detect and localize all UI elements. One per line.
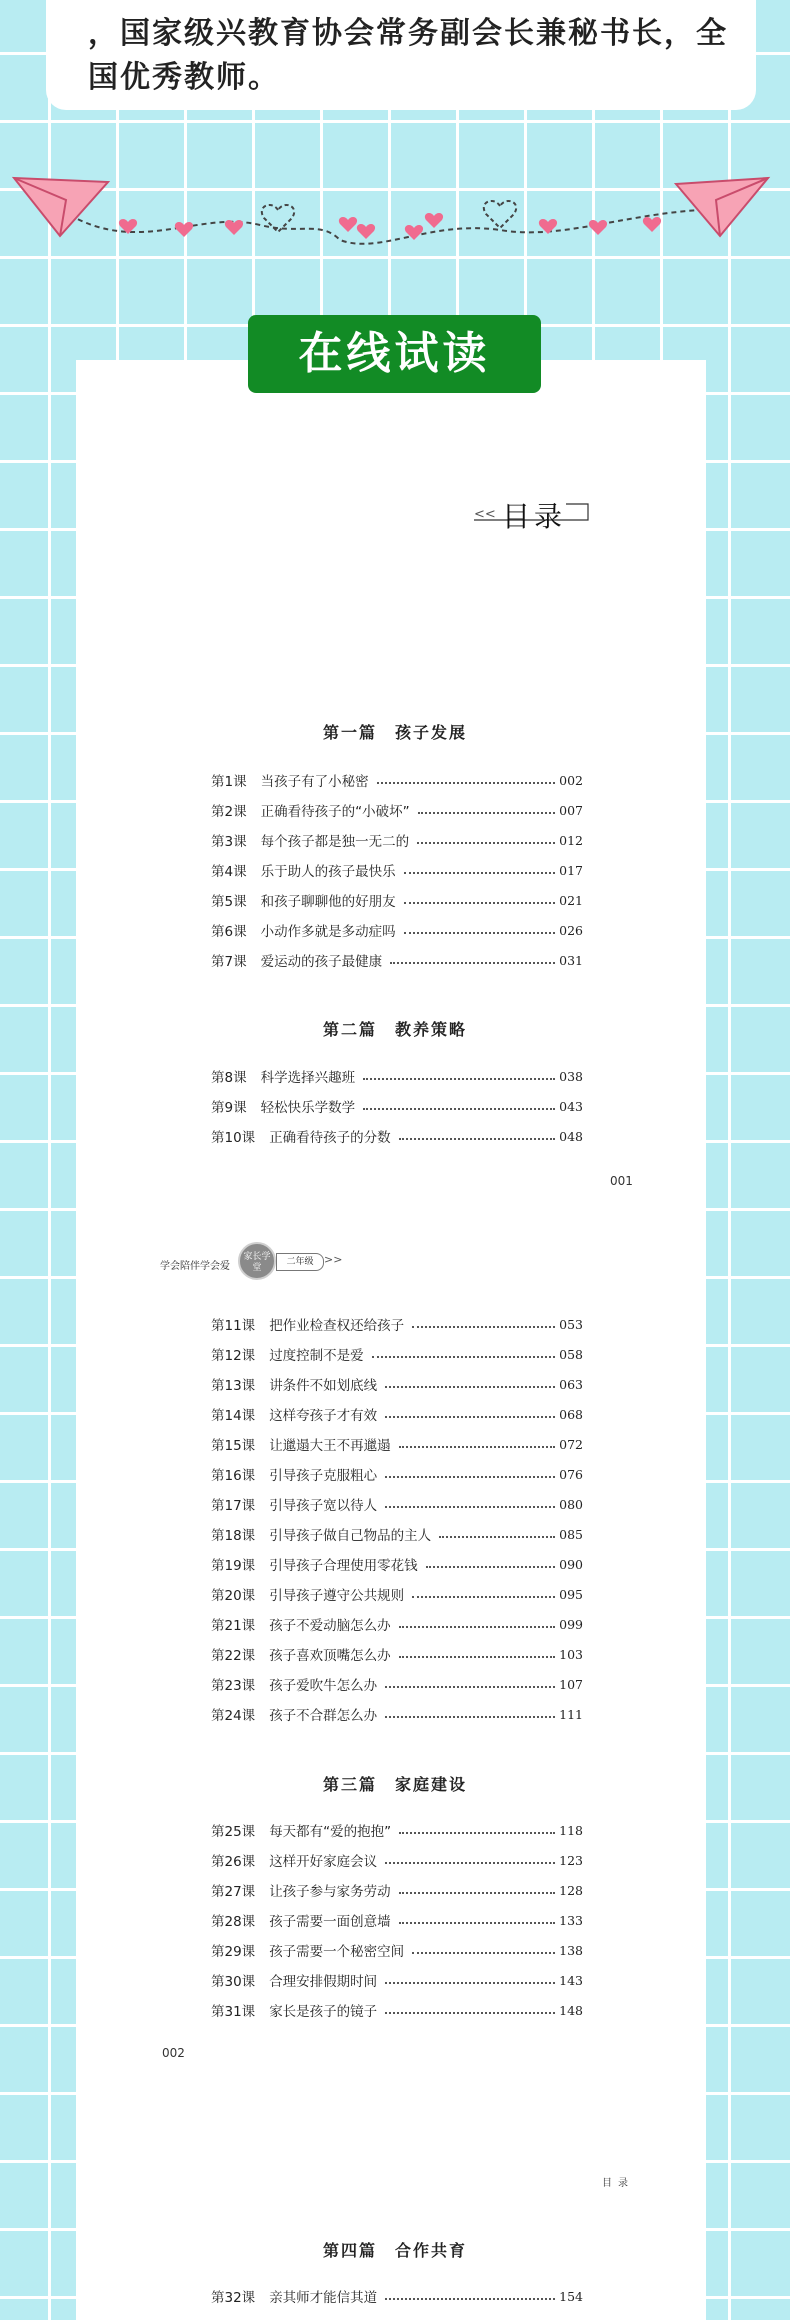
lesson-page-number: 128 (559, 1882, 583, 1898)
dot-leader (399, 1656, 555, 1658)
lesson-page-number: 107 (559, 1676, 583, 1692)
lesson-title: 过度控制不是爱 (269, 1348, 364, 1364)
lesson-page-number: 007 (559, 802, 583, 818)
lesson-page-number: 031 (559, 952, 583, 968)
toc-entry (211, 1940, 583, 1960)
lesson-page-number: 072 (559, 1436, 583, 1452)
dot-leader (412, 1596, 555, 1598)
toc-entry (211, 1344, 583, 1364)
section-title: 第四篇 合作共育 (322, 2241, 467, 2260)
dot-leader (385, 2012, 555, 2014)
dot-leader (399, 1138, 555, 1140)
lesson-page-number: 038 (559, 1068, 583, 1084)
lesson-title: 乐于助人的孩子最快乐 (260, 864, 396, 880)
dot-leader (390, 962, 555, 964)
lesson-title: 每个孩子都是独一无二的 (260, 834, 410, 850)
dot-leader (399, 1892, 555, 1894)
toc-entry (211, 1970, 583, 1990)
lesson-title: 让邋遢大王不再邋遢 (269, 1438, 391, 1454)
lesson-number: 第27课 (211, 1884, 256, 1900)
dot-leader (385, 1386, 555, 1388)
lesson-page-number: 118 (559, 1822, 583, 1838)
lesson-number: 第6课 (211, 924, 247, 940)
dot-leader (417, 842, 555, 844)
lesson-page-number: 012 (559, 832, 583, 848)
toc-entry (211, 1404, 583, 1424)
lesson-title: 引导孩子合理使用零花钱 (269, 1558, 418, 1574)
lesson-page-number: 095 (559, 1586, 583, 1602)
lesson-number: 第25课 (211, 1824, 256, 1840)
lesson-number: 第28课 (211, 1914, 256, 1930)
intro-line-1: ，国家级兴教育协会常务副会长兼秘书长，全 (88, 16, 728, 51)
lesson-page-number: 123 (559, 1852, 583, 1868)
toc-entry (211, 1880, 583, 1900)
lesson-title: 引导孩子做自己物品的主人 (269, 1528, 432, 1544)
book-page (76, 360, 706, 2320)
grade-label: 二年级 (276, 1253, 324, 1271)
lesson-page-number: 076 (559, 1466, 583, 1482)
lesson-number: 第14课 (211, 1408, 256, 1424)
dot-leader (412, 1952, 555, 1954)
toc-entry (211, 1066, 583, 1086)
lesson-page-number: 133 (559, 1912, 583, 1928)
toc-entry (211, 1314, 583, 1334)
toc-entry (211, 1644, 583, 1664)
online-reading-header: 在线试读 (248, 315, 541, 393)
page-number-002: 002 (162, 2046, 185, 2060)
lesson-number: 第29课 (211, 1944, 256, 1960)
lesson-page-number: 043 (559, 1098, 583, 1114)
lesson-page-number: 068 (559, 1406, 583, 1422)
toc-entry (211, 1910, 583, 1930)
lesson-number: 第19课 (211, 1558, 256, 1574)
lesson-title: 这样开好家庭会议 (269, 1854, 378, 1870)
lesson-title: 家长是孩子的镜子 (269, 2004, 378, 2020)
lesson-number: 第20课 (211, 1588, 256, 1604)
lesson-page-number: 099 (559, 1616, 583, 1632)
toc-entry (211, 2000, 583, 2020)
toc-entry (211, 1554, 583, 1574)
lesson-number: 第24课 (211, 1708, 256, 1724)
lesson-title: 科学选择兴趣班 (260, 1070, 356, 1086)
toc-entry (211, 1704, 583, 1724)
lesson-page-number: 026 (559, 922, 583, 938)
lesson-page-number: 085 (559, 1526, 583, 1542)
lesson-title: 引导孩子遵守公共规则 (269, 1588, 405, 1604)
toc-entry (211, 1096, 583, 1116)
lesson-number: 第3课 (211, 834, 247, 850)
lesson-page-number: 048 (559, 1128, 583, 1144)
lesson-number: 第13课 (211, 1378, 256, 1394)
paper-plane-garland (0, 170, 790, 260)
dot-leader (385, 1982, 555, 1984)
lesson-title: 孩子不爱动脑怎么办 (269, 1618, 391, 1634)
dot-leader (418, 812, 556, 814)
running-head-book-title: 学会陪伴学会爱 (160, 1261, 230, 1272)
toc-entry (211, 1850, 583, 1870)
lesson-number: 第22课 (211, 1648, 256, 1664)
lesson-number: 第7课 (211, 954, 247, 970)
lesson-number: 第17课 (211, 1498, 256, 1514)
lesson-number: 第11课 (211, 1318, 256, 1334)
lesson-page-number: 053 (559, 1316, 583, 1332)
dot-leader (385, 1686, 555, 1688)
dot-leader (399, 1446, 555, 1448)
dot-leader (363, 1078, 555, 1080)
toc-title: 目录 (502, 500, 567, 533)
dot-leader (399, 1922, 555, 1924)
lesson-title: 小动作多就是多动症吗 (260, 924, 396, 940)
lesson-number: 第15课 (211, 1438, 256, 1454)
dot-leader (385, 1476, 555, 1478)
toc-entry (211, 860, 583, 880)
lesson-title: 孩子喜欢顶嘴怎么办 (269, 1648, 391, 1664)
toc-entry (211, 2286, 583, 2306)
lesson-title: 这样夸孩子才有效 (269, 1408, 378, 1424)
lesson-title: 引导孩子宽以待人 (269, 1498, 378, 1514)
dot-leader (439, 1536, 555, 1538)
dot-leader (372, 1356, 555, 1358)
lesson-page-number: 021 (559, 892, 583, 908)
lesson-title: 孩子不合群怎么办 (269, 1708, 378, 1724)
lesson-title: 孩子需要一面创意墙 (269, 1914, 391, 1930)
parent-school-badge: 家长学堂 (238, 1242, 276, 1280)
dot-leader (399, 1626, 555, 1628)
lesson-title: 爱运动的孩子最健康 (260, 954, 383, 970)
lesson-number: 第21课 (211, 1618, 256, 1634)
intro-line-2: 国优秀教师。 (88, 60, 280, 95)
toc-entry (211, 1464, 583, 1484)
toc-entry (211, 1434, 583, 1454)
toc-entry (211, 1820, 583, 1840)
dot-leader (412, 1326, 555, 1328)
dot-leader (404, 872, 556, 874)
dot-leader (385, 2298, 555, 2300)
toc-entry (211, 1374, 583, 1394)
section-title: 第二篇 教养策略 (322, 1020, 467, 1039)
dot-leader (404, 932, 556, 934)
lesson-title: 和孩子聊聊他的好朋友 (260, 894, 396, 910)
toc-entry (211, 1524, 583, 1544)
lesson-title: 讲条件不如划底线 (269, 1378, 378, 1394)
lesson-page-number: 148 (559, 2002, 583, 2018)
lesson-title: 正确看待孩子的分数 (269, 1130, 391, 1146)
lesson-page-number: 080 (559, 1496, 583, 1512)
lesson-title: 引导孩子克服粗心 (269, 1468, 378, 1484)
lesson-number: 第26课 (211, 1854, 256, 1870)
lesson-number: 第10课 (211, 1130, 256, 1146)
lesson-page-number: 002 (559, 772, 583, 788)
lesson-number: 第5课 (211, 894, 247, 910)
toc-entry (211, 830, 583, 850)
lesson-title: 孩子需要一个秘密空间 (269, 1944, 405, 1960)
lesson-page-number: 063 (559, 1376, 583, 1392)
lesson-page-number: 017 (559, 862, 583, 878)
lesson-number: 第1课 (211, 774, 247, 790)
lesson-number: 第32课 (211, 2290, 256, 2306)
section-title: 第一篇 孩子发展 (322, 723, 467, 742)
lesson-number: 第31课 (211, 2004, 256, 2020)
dot-leader (385, 1716, 555, 1718)
paper-plane-left-icon (14, 178, 108, 236)
lesson-number: 第16课 (211, 1468, 256, 1484)
lesson-number: 第18课 (211, 1528, 256, 1544)
page-number-001: 001 (610, 1174, 633, 1188)
lesson-number: 第23课 (211, 1678, 256, 1694)
toc-entry (211, 1494, 583, 1514)
dot-leader (426, 1566, 555, 1568)
lesson-title: 当孩子有了小秘密 (260, 774, 369, 790)
paper-plane-right-icon (676, 178, 768, 236)
lesson-title: 把作业检查权还给孩子 (269, 1318, 405, 1334)
lesson-page-number: 111 (559, 1706, 583, 1722)
lesson-page-number: 090 (559, 1556, 583, 1572)
toc-entry (211, 1584, 583, 1604)
toc-entry (211, 950, 583, 970)
toc-entry (211, 1674, 583, 1694)
toc-entry (211, 890, 583, 910)
dot-leader (363, 1108, 555, 1110)
lesson-number: 第12课 (211, 1348, 256, 1364)
lesson-number: 第2课 (211, 804, 247, 820)
lesson-page-number: 058 (559, 1346, 583, 1362)
dot-leader (385, 1416, 555, 1418)
lesson-number: 第9课 (211, 1100, 247, 1116)
lesson-page-number: 143 (559, 1972, 583, 1988)
lesson-page-number: 103 (559, 1646, 583, 1662)
lesson-page-number: 154 (559, 2288, 583, 2304)
toc-chevron-icon: << (474, 507, 496, 522)
lesson-title: 轻松快乐学数学 (260, 1100, 356, 1116)
intro-card (46, 0, 756, 110)
toc-entry (211, 1614, 583, 1634)
section-title: 第三篇 家庭建设 (322, 1775, 467, 1794)
toc-entry (211, 800, 583, 820)
toc-entry (211, 920, 583, 940)
dot-leader (377, 782, 556, 784)
lesson-title: 合理安排假期时间 (269, 1974, 378, 1990)
dot-leader (385, 1862, 555, 1864)
chevron-right-icon: >> (324, 1253, 343, 1266)
dot-leader (404, 902, 556, 904)
toc-running-mark: 目录 (602, 2178, 634, 2189)
lesson-title: 孩子爱吹牛怎么办 (269, 1678, 378, 1694)
toc-entry (211, 770, 583, 790)
lesson-number: 第4课 (211, 864, 247, 880)
lesson-number: 第8课 (211, 1070, 247, 1086)
lesson-title: 每天都有“爱的抱抱” (269, 1824, 392, 1840)
lesson-page-number: 138 (559, 1942, 583, 1958)
toc-entry (211, 1126, 583, 1146)
lesson-title: 让孩子参与家务劳动 (269, 1884, 391, 1900)
heart-icons (119, 213, 661, 240)
dot-leader (399, 1832, 555, 1834)
dot-leader (385, 1506, 555, 1508)
lesson-title: 正确看待孩子的“小破坏” (260, 804, 410, 820)
lesson-title: 亲其师才能信其道 (269, 2290, 378, 2306)
lesson-number: 第30课 (211, 1974, 256, 1990)
